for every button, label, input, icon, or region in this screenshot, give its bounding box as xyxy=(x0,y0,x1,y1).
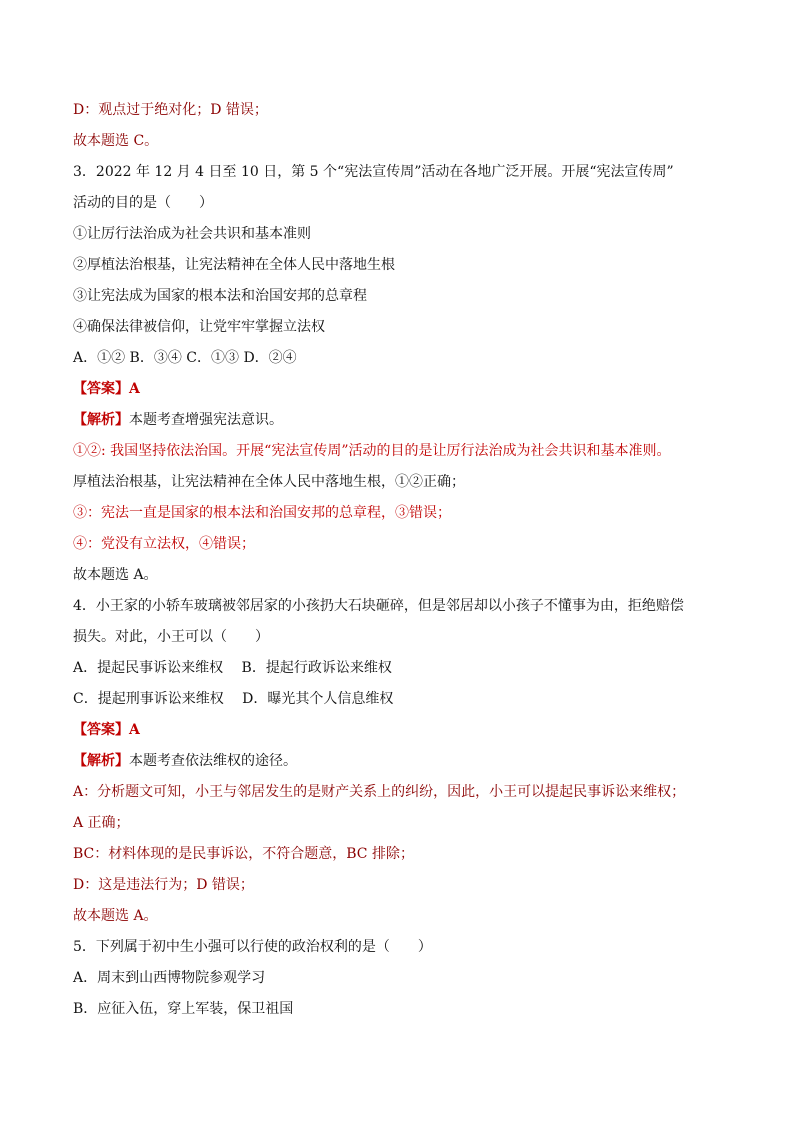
prev-option-d-explanation: D：观点过于绝对化；D 错误； xyxy=(73,102,268,118)
q3-choices: A．①② B．③④ C．①③ D．②④ xyxy=(73,350,297,366)
q4-explanation-1: A：分析题文可知，小王与邻居发生的是财产关系上的纠纷，因此，小王可以提起民事诉讼来维权； xyxy=(73,784,686,800)
q3-stem-line-1: 3．2022 年 12 月 4 日至 10 日，第 5 个“宪法宣传周”活动在各地广泛开展。开展“宪法宣传周” xyxy=(73,164,674,180)
q3-explanation-1: ①②: 我国坚持依法治国。开展“宪法宣传周”活动的目的是让厉行法治成为社会共识和基本准则。 xyxy=(73,443,671,459)
prev-conclusion: 故本题选 C。 xyxy=(73,133,159,149)
q3-answer xyxy=(73,379,693,399)
q3-statement-4: ④确保法律被信仰，让党牢牢掌握立法权 xyxy=(73,319,325,335)
q3-stem-line-2: 活动的目的是（ ） xyxy=(73,195,213,211)
q4-answer xyxy=(73,720,693,740)
analysis-text: 本题考查依法维权的途径。 xyxy=(129,753,297,769)
q4-choices-row-2: C．提起刑事诉讼来维权 D．曝光其个人信息维权 xyxy=(73,691,394,707)
q3-conclusion: 故本题选 A。 xyxy=(73,567,158,583)
q5-option-b: B．应征入伍，穿上军装，保卫祖国 xyxy=(73,1001,294,1017)
q3-statement-2: ②厚植法治根基，让宪法精神在全体人民中落地生根 xyxy=(73,257,395,273)
analysis-tag: 【解析】 xyxy=(73,753,129,769)
document-content xyxy=(73,100,693,1030)
answer-tag: 【答案】 xyxy=(73,381,129,397)
q3-statement-1: ①让厉行法治成为社会共识和基本准则 xyxy=(73,226,311,242)
q4-explanation-4: D：这是违法行为；D 错误； xyxy=(73,877,254,893)
q3-explanation-3: ③：宪法一直是国家的根本法和治国安邦的总章程，③错误； xyxy=(73,505,451,521)
q3-explanation-2: 厚植法治根基，让宪法精神在全体人民中落地生根，①②正确； xyxy=(73,474,465,490)
analysis-text: 本题考查增强宪法意识。 xyxy=(129,412,283,428)
q5-option-a: A．周末到山西博物院参观学习 xyxy=(73,970,266,986)
q4-stem-line-2: 损失。对此，小王可以（ ） xyxy=(73,629,269,645)
answer-tag: 【答案】 xyxy=(73,722,129,738)
analysis-tag: 【解析】 xyxy=(73,412,129,428)
q4-explanation-3: BC：材料体现的是民事诉讼，不符合题意，BC 排除； xyxy=(73,846,414,862)
q3-explanation-4: ④：党没有立法权，④错误； xyxy=(73,536,255,552)
q4-conclusion: 故本题选 A。 xyxy=(73,908,158,924)
q4-choices-row-1: A．提起民事诉讼来维权 B．提起行政诉讼来维权 xyxy=(73,660,392,676)
answer-value: A xyxy=(129,722,140,738)
q3-statement-3: ③让宪法成为国家的根本法和治国安邦的总章程 xyxy=(73,288,367,304)
q4-stem-line-1: 4．小王家的小轿车玻璃被邻居家的小孩扔大石块砸碎，但是邻居却以小孩子不懂事为由，拒绝赔偿 xyxy=(73,598,684,614)
q4-analysis xyxy=(73,751,693,771)
q3-analysis xyxy=(73,410,693,430)
answer-value: A xyxy=(129,381,140,397)
q4-explanation-2: A 正确； xyxy=(73,815,130,831)
q5-stem: 5．下列属于初中生小强可以行使的政治权利的是（ ） xyxy=(73,939,432,955)
